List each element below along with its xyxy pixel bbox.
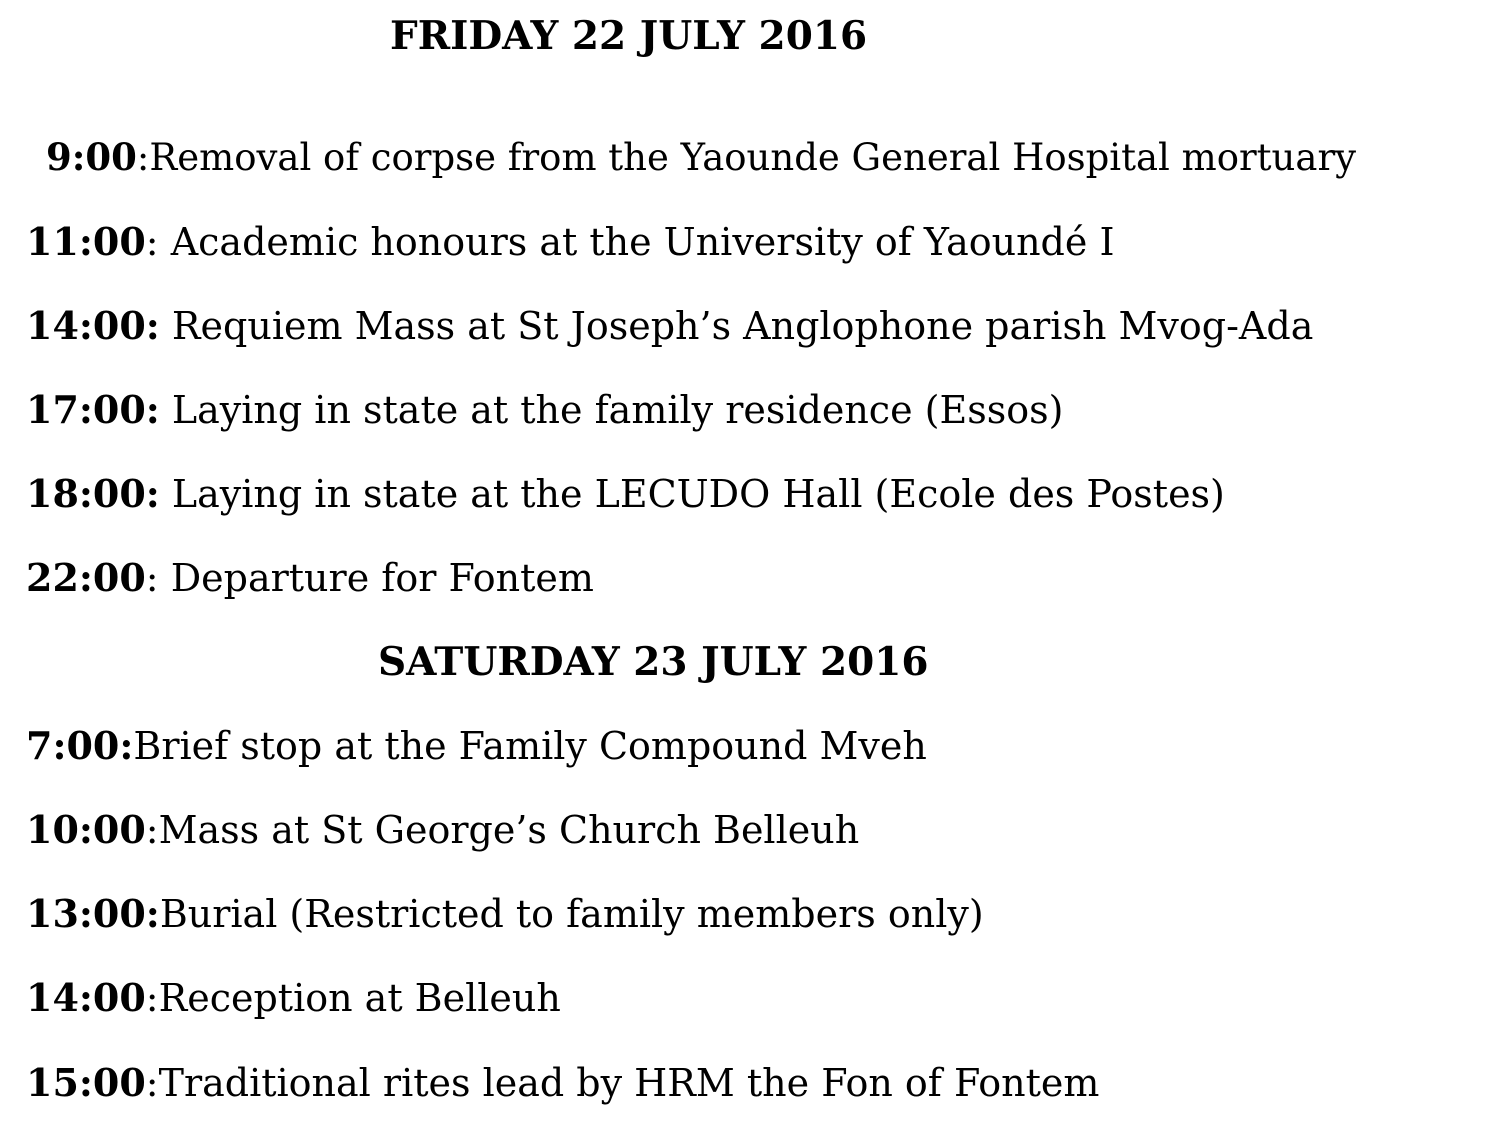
schedule-entry (26, 555, 594, 600)
schedule-entry (46, 135, 1357, 179)
entry-time: 22:00 (26, 555, 146, 600)
entry-separator: : (145, 976, 159, 1020)
schedule-entry (26, 387, 1064, 432)
schedule-entry (26, 723, 927, 768)
entry-time: 18:00: (26, 471, 160, 516)
schedule-entry (26, 1060, 1100, 1105)
entry-separator: : (145, 1061, 159, 1105)
entry-text: Brief stop at the Family Compound Mveh (133, 724, 927, 768)
entry-time: 15:00 (26, 1060, 146, 1105)
entry-text: Removal of corpse from the Yaounde General Hospital mortuary (149, 136, 1357, 179)
entry-text: Reception at Belleuh (158, 976, 561, 1020)
entry-time: 11:00 (26, 219, 146, 264)
entry-text: Requiem Mass at St Joseph’s Anglophone parish Mvog-Ada (171, 304, 1314, 348)
entry-text: Laying in state at the LECUDO Hall (Ecole des Postes) (171, 472, 1225, 516)
entry-time: 17:00: (26, 387, 160, 432)
entry-text: Departure for Fontem (170, 556, 594, 600)
entry-time: 9:00 (46, 135, 137, 179)
entry-time: 14:00 (26, 975, 146, 1020)
entry-time: 13:00: (26, 891, 160, 936)
entry-time: 10:00 (26, 807, 146, 852)
entry-separator: : (145, 808, 159, 852)
entry-separator (160, 304, 172, 348)
schedule-entry (26, 975, 561, 1020)
entry-text: Traditional rites lead by HRM the Fon of Fontem (158, 1061, 1100, 1105)
schedule-entry (26, 471, 1225, 516)
entry-text: Laying in state at the family residence (Essos) (171, 388, 1064, 432)
entry-separator (160, 388, 172, 432)
day-heading-saturday: SATURDAY 23 JULY 2016 (378, 639, 929, 685)
entry-time: 14:00: (26, 303, 160, 348)
schedule-entry (26, 891, 984, 936)
entry-separator: : (145, 220, 171, 264)
entry-separator (160, 472, 172, 516)
schedule-entry (26, 303, 1314, 348)
entry-separator: : (136, 136, 150, 179)
entry-text: Burial (Restricted to family members only) (159, 892, 984, 936)
entry-text: Academic honours at the University of Yaoundé I (170, 220, 1115, 264)
schedule-entry (26, 219, 1115, 264)
entry-separator: : (145, 556, 171, 600)
day-heading-friday: FRIDAY 22 JULY 2016 (390, 13, 868, 59)
entry-time: 7:00: (26, 723, 134, 768)
schedule-entry (26, 807, 860, 852)
entry-text: Mass at St George’s Church Belleuh (158, 808, 860, 852)
